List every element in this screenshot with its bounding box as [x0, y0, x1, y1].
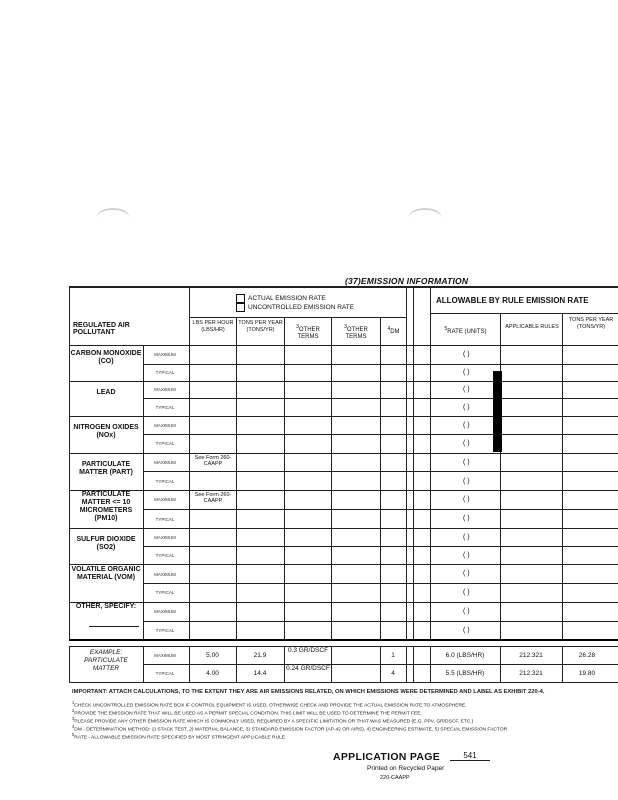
redaction-bar	[493, 371, 502, 452]
punch-hole-left	[96, 208, 130, 228]
pollutant-other: OTHER, SPECIFY:	[75, 603, 137, 610]
row-tag-max: MAXIMUM	[154, 423, 176, 428]
row-tag-typ: TYPICAL	[155, 405, 175, 410]
row-tag-typ: TYPICAL	[155, 441, 175, 446]
section-title: (37)EMISSION INFORMATION	[345, 276, 469, 286]
units-paren: ( )	[463, 369, 470, 376]
actual-emission-checkbox[interactable]	[236, 294, 245, 303]
row-tag-max: MAXIMUM	[154, 609, 176, 614]
row-tag-typ: TYPICAL	[155, 479, 175, 484]
example-typ-tons: 14.4	[253, 670, 267, 677]
pm10-see-form-note: See Form 260-CAAPP	[194, 492, 232, 504]
example-max-lbs: 5.00	[206, 652, 219, 659]
units-paren: ( )	[463, 459, 470, 466]
row-tag-max: MAXIMUM	[154, 497, 176, 502]
example-max-dm: 1	[391, 652, 395, 659]
row-tag-typ: TYPICAL	[155, 517, 175, 522]
punch-hole-right	[408, 208, 442, 228]
units-paren: ( )	[463, 440, 470, 447]
form-number: 220-CAAPP	[380, 775, 410, 781]
other-terms-heading-1: $^3$OTHER TERMS	[296, 324, 320, 340]
lbs-per-hour-heading: LBS PER HOUR (LBS/HR)	[192, 320, 234, 333]
units-paren: ( )	[463, 627, 470, 634]
tons-per-year-right-heading: TONS PER YEAR (TONS/YR)	[568, 317, 614, 330]
pollutant-so2: SULFUR DIOXIDE (SO2)	[76, 536, 136, 551]
actual-emission-label: ACTUAL EMISSION RATE	[248, 295, 326, 302]
pollutant-pm10: PARTICULATE MATTER <= 10 MICROMETERS (PM10)	[79, 491, 133, 522]
row-tag-typ: TYPICAL	[155, 628, 175, 633]
row-tag-typ: TYPICAL	[155, 590, 175, 595]
example-max-tons: 21.9	[253, 652, 267, 659]
units-paren: ( )	[463, 386, 470, 393]
uncontrolled-emission-label: UNCONTROLLED EMISSION RATE	[248, 304, 355, 311]
row-tag-typ: TYPICAL	[155, 370, 175, 375]
other-terms-heading-2: $^3$OTHER TERMS	[344, 324, 368, 340]
applicable-rules-heading: APPLICABLE RULES	[505, 324, 559, 330]
example-typ-tons-right: 19.80	[578, 670, 596, 677]
row-tag-max: MAXIMUM	[154, 352, 176, 357]
pollutant-vom: VOLATILE ORGANIC MATERIAL (VOM)	[71, 566, 141, 581]
example-typ-other: 0.24 GR/DSCF	[286, 665, 330, 672]
rate-units-heading: $^5$RATE (UNITS)	[444, 326, 487, 335]
units-paren: ( )	[463, 351, 470, 358]
pollutant-co: CARBON MONOXIDE (CO)	[70, 350, 142, 365]
uncontrolled-emission-checkbox[interactable]	[236, 303, 245, 312]
part-see-form-note: See Form 260-CAAPP	[194, 455, 232, 467]
example-max-rate: 6.0 (LBS/HR)	[445, 652, 485, 659]
units-paren: ( )	[463, 589, 470, 596]
footnote-5: $^5$RATE - ALLOWABLE EMISSION RATE SPECIFIED BY MOST STRINGENT APPLICABLE RULE	[72, 732, 286, 741]
units-paren: ( )	[463, 534, 470, 541]
example-typ-lbs: 4.00	[206, 670, 219, 677]
row-tag-max: MAXIMUM	[154, 535, 176, 540]
units-paren: ( )	[463, 496, 470, 503]
row-tag-max: MAXIMUM	[154, 387, 176, 392]
printed-note: Printed on Recycled Paper	[367, 765, 445, 772]
regulated-pollutant-heading: REGULATED AIR POLLUTANT	[73, 322, 130, 336]
allowable-heading: ALLOWABLE BY RULE EMISSION RATE	[436, 296, 589, 305]
footnote-2: $^2$PROVIDE THE EMISSION RATE THAT WILL BE USED AS A PERMIT SPECIAL CONDITION. THIS LIMIT WILL BE USED TO DETERMINE THE PERMIT FEE.	[72, 708, 422, 717]
row-tag-max: MAXIMUM	[154, 460, 176, 465]
important-note: IMPORTANT: ATTACH CALCULATIONS, TO THE EXTENT THEY ARE AIR EMISSIONS RELATED, ON WHICH EMISSIONS WERE DETERMINED AND LABEL AS EXHIBIT 220-4.	[72, 689, 545, 695]
page-number: 541	[450, 751, 490, 761]
example-typ-rules: 212.321	[519, 670, 543, 677]
example-row-tag-typ: TYPICAL	[155, 671, 175, 676]
application-page-label: APPLICATION PAGE	[333, 751, 441, 763]
row-tag-max: MAXIMUM	[154, 572, 176, 577]
footnote-3: $^3$PLEASE PROVIDE ANY OTHER EMISSION RATE WHICH IS COMMONLY USED, REQUIRED BY A SPECIFIC LIMITATION OR THAT WAS MEASURED (E.G. PPV, GR/DSCF, ETC.)	[72, 716, 474, 725]
units-paren: ( )	[463, 422, 470, 429]
example-max-rules: 212.321	[519, 652, 543, 659]
units-paren: ( )	[463, 404, 470, 411]
units-paren: ( )	[463, 515, 470, 522]
example-max-other: 0.3 GR/DSCF	[287, 647, 329, 654]
footnote-4: $^4$DM - DETERMINATION METHOD: 1) STACK TEST, 2) MATERIAL BALANCE, 3) STANDARD EMISSION FACTOR (AP-42 OR AIRS), 4) ENGINEERING ESTIMATE, 5) SPECIAL EMISSION FACTOR	[72, 724, 508, 733]
example-label: EXAMPLE: PARTICULATE MATTER	[84, 649, 128, 672]
example-max-tons-right: 26.28	[578, 652, 596, 659]
footnote-1: $^1$CHECK UNCONTROLLED EMISSION RATE BOX IF CONTROL EQUIPMENT IS USED, OTHERWISE CHECK AND PROVIDE THE ACTUAL EMISSION RATE TO ATMOSPHERE.	[72, 700, 467, 709]
example-typ-rate: 5.5 (LBS/HR)	[445, 670, 485, 677]
units-paren: ( )	[463, 552, 470, 559]
pollutant-lead: LEAD	[96, 389, 116, 396]
dm-heading: $^4$DM	[387, 326, 400, 335]
example-row-tag-max: MAXIMUM	[154, 653, 176, 658]
units-paren: ( )	[463, 478, 470, 485]
units-paren: ( )	[463, 570, 470, 577]
pollutant-part: PARTICULATE MATTER (PART)	[79, 461, 133, 476]
example-typ-dm: 4	[391, 670, 395, 677]
units-paren: ( )	[463, 608, 470, 615]
pollutant-nox: NITROGEN OXIDES (NOx)	[73, 424, 139, 439]
tons-per-year-heading: TONS PER YEAR (TONS/YR)	[238, 320, 283, 333]
row-tag-typ: TYPICAL	[155, 553, 175, 558]
